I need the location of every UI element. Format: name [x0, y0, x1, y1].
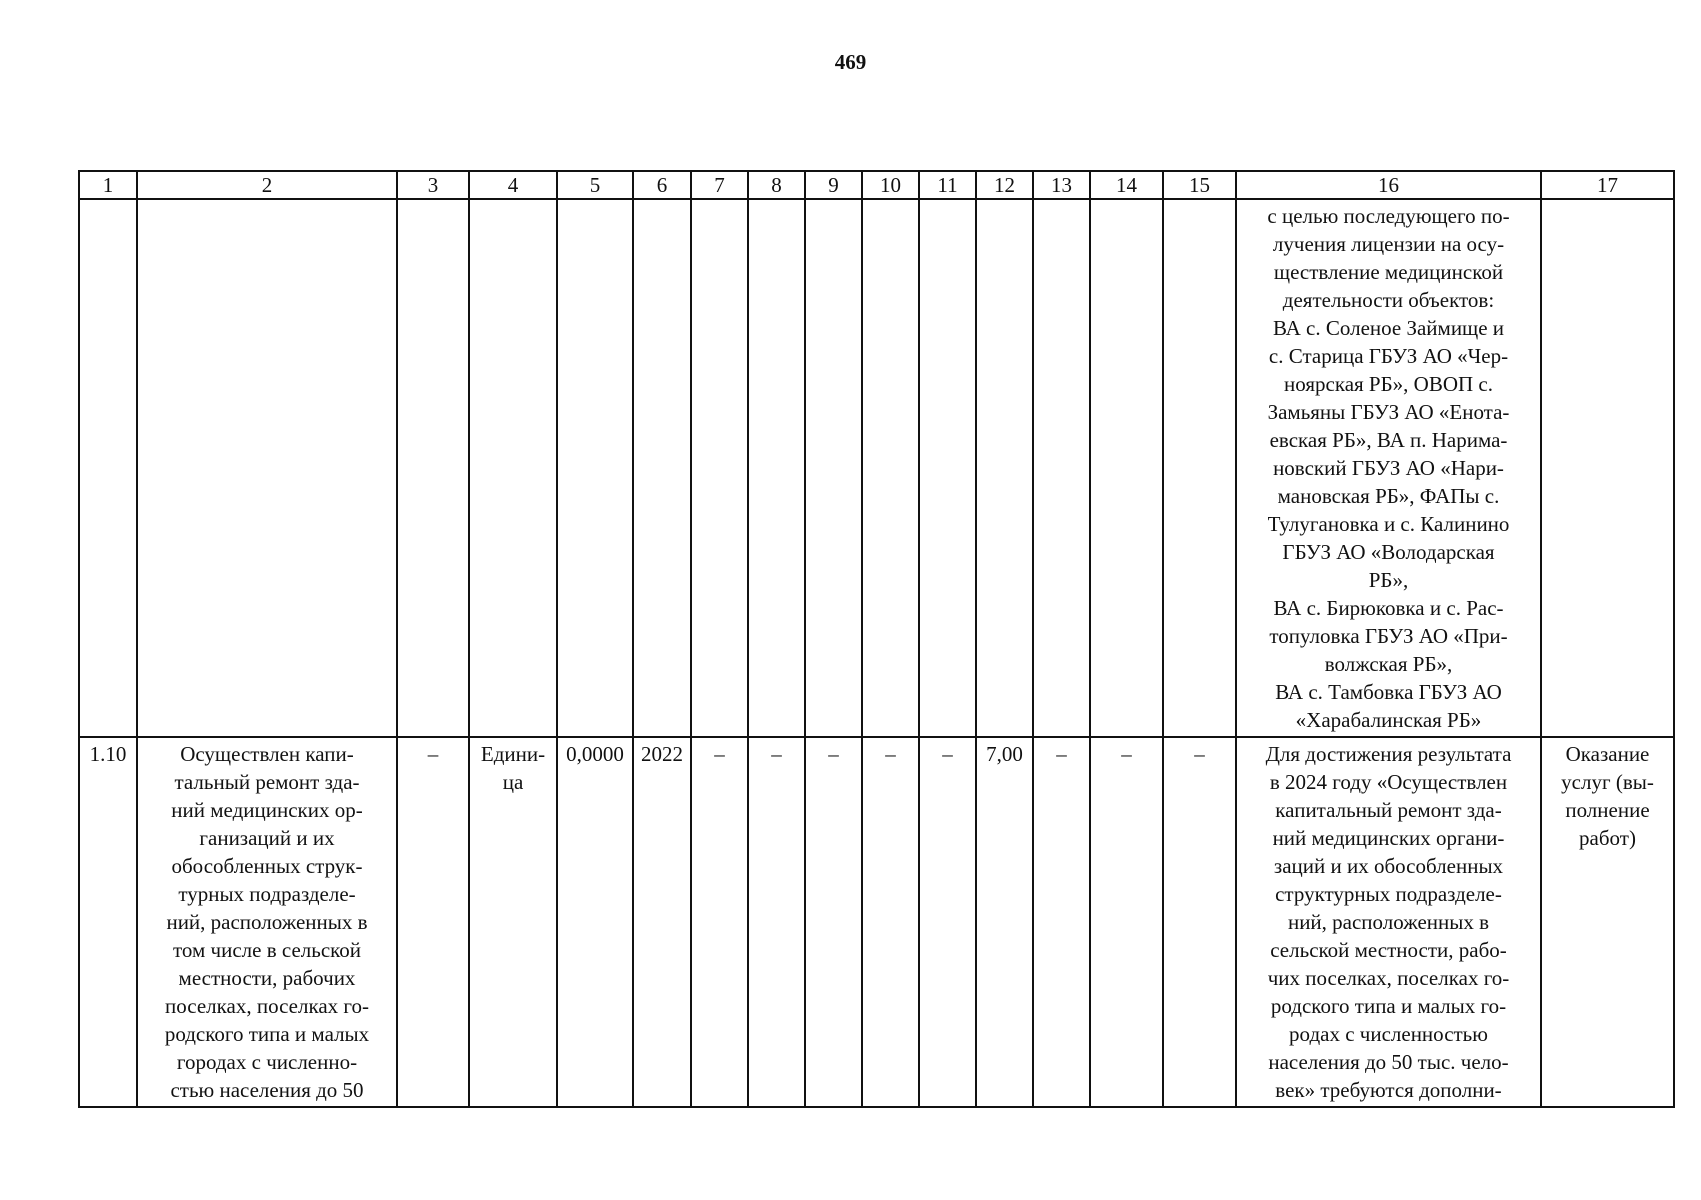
table-cell	[748, 199, 805, 737]
column-header: 10	[862, 171, 919, 199]
column-header: 12	[976, 171, 1033, 199]
column-header: 2	[137, 171, 397, 199]
table-cell	[1541, 737, 1674, 1107]
column-header: 5	[557, 171, 633, 199]
table-cell	[862, 199, 919, 737]
table-cell	[1236, 737, 1541, 1107]
column-header: 14	[1090, 171, 1163, 199]
cell-value: –	[942, 742, 953, 766]
cell-value: –	[1056, 742, 1067, 766]
column-header: 6	[633, 171, 691, 199]
cell-value: –	[885, 742, 896, 766]
base-value: 0,0000	[566, 742, 624, 766]
table-cell	[691, 199, 748, 737]
cell-value: –	[427, 742, 439, 766]
table-cell	[137, 199, 397, 737]
table-row-continuation	[79, 199, 1674, 737]
table-row-1-10	[79, 737, 1674, 1107]
table-cell	[1163, 199, 1236, 737]
page-number: 469	[834, 50, 867, 74]
cell-value: –	[1194, 742, 1205, 766]
data-table	[78, 170, 1675, 1108]
column-header: 9	[805, 171, 862, 199]
table-cell	[1090, 199, 1163, 737]
table-cell	[469, 737, 557, 1107]
row-number: 1.10	[89, 742, 127, 766]
column-header: 8	[748, 171, 805, 199]
table-cell	[691, 737, 748, 1107]
result-name: Осуществлен капи- тальный ремонт зда- ний медицинских ор- ганизаций и их обособленных струк- турных подразделе- ний, расположенных в том числе в сельской местности, рабочих поселках, поселках го- родского типа и малых городах с численно- стью населения до 50	[164, 742, 370, 1102]
table-cell	[976, 737, 1033, 1107]
continuation-description: с целью последующего по- лучения лицензии на осу- ществление медицинской деятельности объектов: ВА с. Соленое Займище и с. Старица ГБУЗ АО «Чер- ноярская РБ», ОВОП с. Замьяны ГБУЗ АО «Енота- евская РБ», ВА п. Нарима- новский ГБУЗ АО «Нари- мановская РБ», ФАПы с. Тулугановка и с. Калинино ГБУЗ АО «Володарская РБ», ВА с. Бирюковка и с. Рас- топуловка ГБУЗ АО «При- волжская РБ», ВА с. Тамбовка ГБУЗ АО «Харабалинская РБ»	[1267, 204, 1510, 732]
table-cell	[1033, 199, 1090, 737]
result-type: Оказание услуг (вы- полнение работ)	[1561, 742, 1654, 850]
table-cell	[1163, 737, 1236, 1107]
table-cell	[919, 199, 976, 737]
cell-value: 7,00	[986, 742, 1023, 766]
table-cell	[79, 737, 137, 1107]
table-cell	[919, 737, 976, 1107]
column-header: 16	[1236, 171, 1541, 199]
column-header: 13	[1033, 171, 1090, 199]
table-cell	[397, 737, 469, 1107]
table-cell	[748, 737, 805, 1107]
table-cell	[805, 199, 862, 737]
cell-value: –	[1121, 742, 1132, 766]
column-header: 11	[919, 171, 976, 199]
base-year: 2022	[641, 742, 683, 766]
column-header: 15	[1163, 171, 1236, 199]
table-cell	[805, 737, 862, 1107]
result-description: Для достижения результата в 2024 году «Осуществлен капитальный ремонт зда- ний медицинских органи- заций и их обособленных структурных подразделе- ний, расположенных в сельской местности, рабо- чих поселках, поселках го- родского типа и малых го- родах с численностью населения до 50 тыс. чело- век» требуются дополни-	[1265, 742, 1512, 1102]
table-cell	[79, 199, 137, 737]
table-cell	[1236, 199, 1541, 737]
table-cell	[469, 199, 557, 737]
table-cell	[862, 737, 919, 1107]
table-cell	[137, 737, 397, 1107]
table-cell	[633, 199, 691, 737]
cell-value: –	[771, 742, 782, 766]
column-header: 7	[691, 171, 748, 199]
table-cell	[557, 199, 633, 737]
cell-value: –	[714, 742, 725, 766]
cell-value: –	[828, 742, 839, 766]
column-header: 17	[1541, 171, 1674, 199]
table-cell	[976, 199, 1033, 737]
table-cell	[1541, 199, 1674, 737]
table-cell	[1090, 737, 1163, 1107]
column-header: 1	[79, 171, 137, 199]
table-cell	[1033, 737, 1090, 1107]
table-cell	[633, 737, 691, 1107]
table-cell	[397, 199, 469, 737]
unit-of-measure: Едини- ца	[480, 742, 546, 794]
table-cell	[557, 737, 633, 1107]
column-header: 3	[397, 171, 469, 199]
table-header-row	[79, 171, 1674, 199]
column-header: 4	[469, 171, 557, 199]
